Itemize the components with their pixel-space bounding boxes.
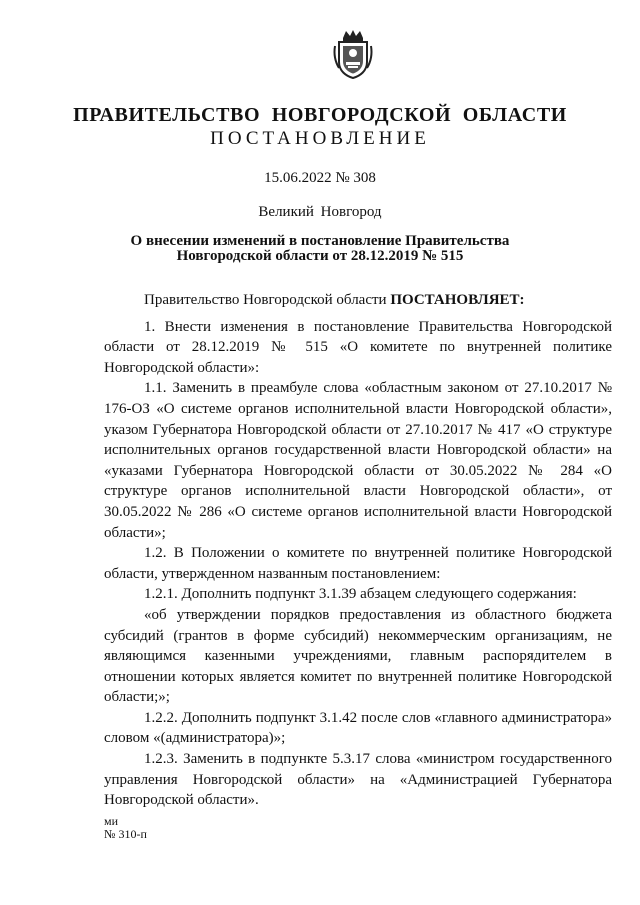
footer-initials: ми <box>104 814 119 828</box>
paragraph-1-2-1-quote: «об утверждении порядков предоставления из областного бюджета субсидий (грантов в форме субсидий) некоммерческим организациям, не являющимся казенными учреждениями, главным распорядителем в отношении которых является комитет по внутренней политике Новгородской области;»; <box>104 606 612 706</box>
coat-of-arms-icon <box>331 28 375 80</box>
intro-text: Правительство Новгородской области <box>144 292 391 308</box>
subject-line-1: О внесении изменений в постановление Правительства <box>130 233 510 249</box>
paragraph-1-1: 1.1. Заменить в преамбуле слова «областным законом от 27.10.2017 № 176-ОЗ «О системе органов исполнительной власти Новгородской области», указом Губернатора Новгородской области от 27.10.2017 № 417 «О структуре исполнительных органов государственной власти Новгородской области» на «указами Губернатора Новгородской области от 30.05.2022 № 284 «О структуре органов исполнительной власти Новгородской области», от 30.05.2022 № 286 «О системе органов исполнительной власти Новгородской области»; <box>104 380 612 541</box>
intro-paragraph <box>104 290 612 311</box>
paragraph-1-2-1: 1.2.1. Дополнить подпункт 3.1.39 абзацем следующего содержания: <box>144 586 577 603</box>
decree-subject <box>0 234 640 264</box>
city: Великий Новгород <box>258 204 382 220</box>
paragraph-1: 1. Внести изменения в постановление Правительства Новгородской области от 28.12.2019 № 515 «О комитете по внутренней политике Новгородской области»: <box>104 318 612 376</box>
footer <box>104 815 147 841</box>
footer-doc-number: № 310-п <box>104 827 147 841</box>
paragraph-1-2-3: 1.2.3. Заменить в подпункте 5.3.17 слова «министром государственного управления Новгородской области» на «Администрацией Губернатора Новгородской области». <box>104 751 612 809</box>
organization-title: ПРАВИТЕЛЬСТВО НОВГОРОДСКОЙ ОБЛАСТИ <box>73 104 567 126</box>
date-number: 15.06.2022 № 308 <box>264 170 376 186</box>
subject-line-2: Новгородской области от 28.12.2019 № 515 <box>176 248 464 264</box>
decree-body <box>104 290 612 811</box>
paragraph-1-2: 1.2. В Положении о комитете по внутренней политике Новгородской области, утвержденном названным постановлением: <box>104 545 612 582</box>
intro-resolves: ПОСТАНОВЛЯЕТ: <box>390 292 525 308</box>
paragraph-1-2-2: 1.2.2. Дополнить подпункт 3.1.42 после слов «главного администратора» словом «(администратора)»; <box>104 709 612 747</box>
document-type: ПОСТАНОВЛЕНИЕ <box>210 128 430 149</box>
